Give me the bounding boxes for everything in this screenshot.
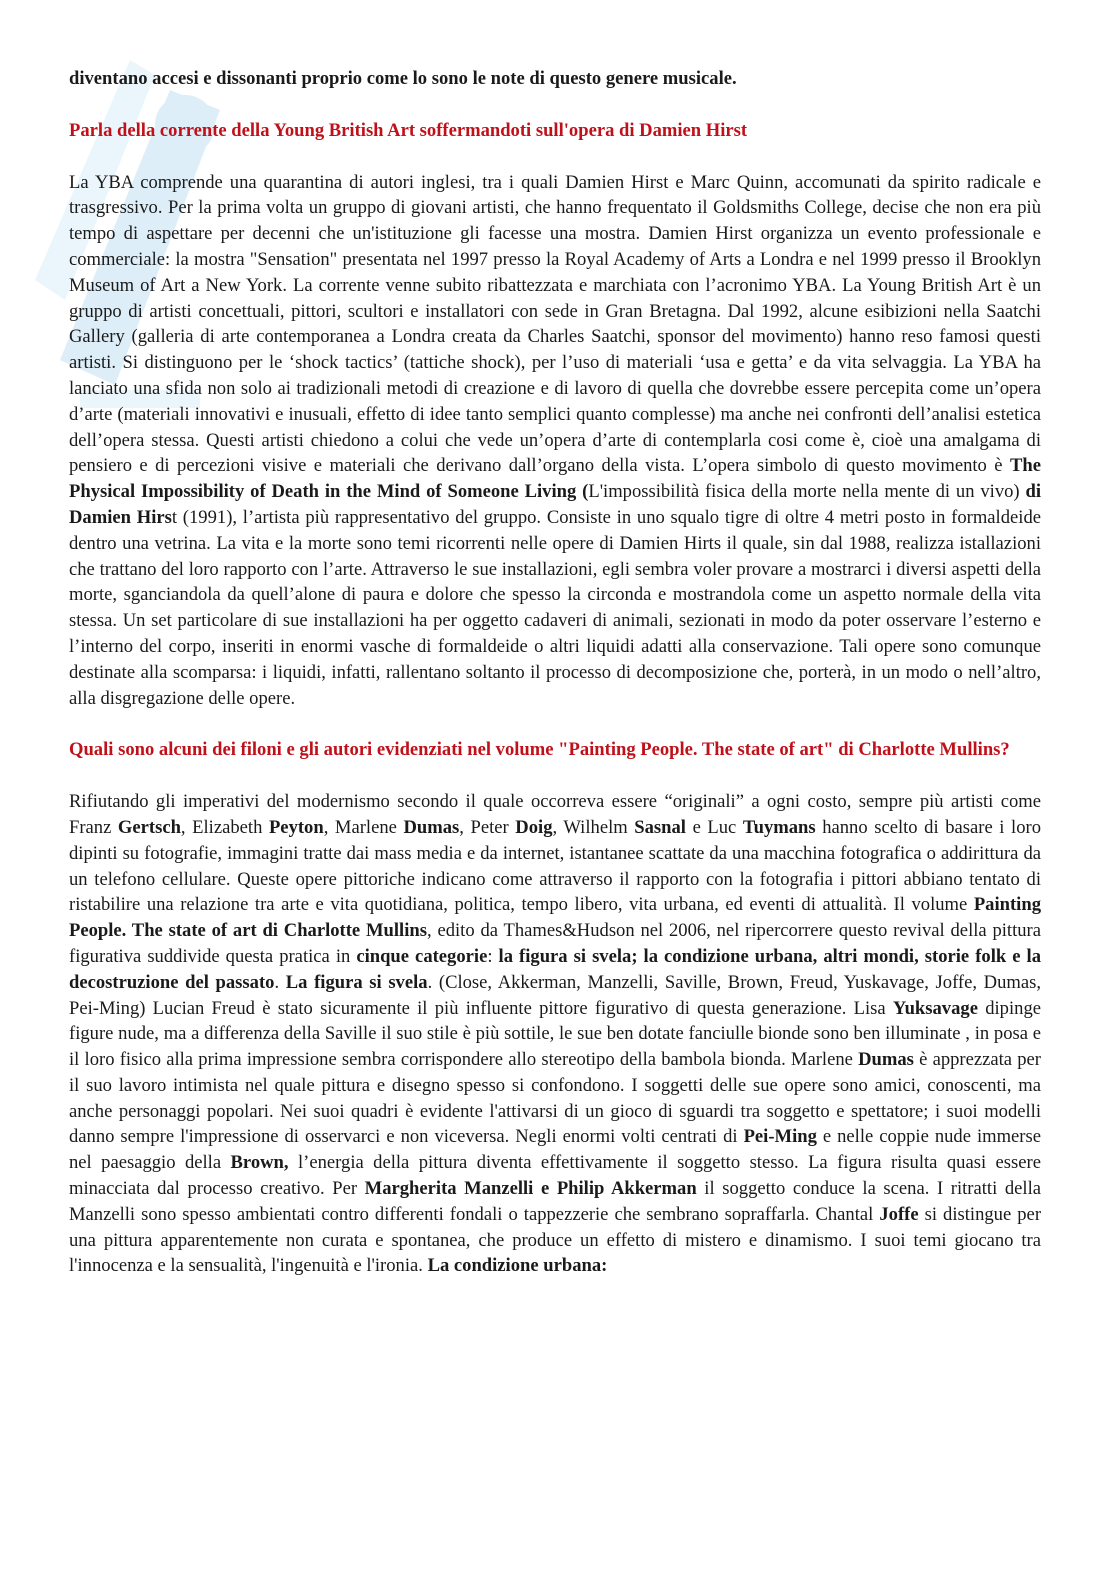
document-body <box>69 66 1041 1279</box>
bold-run: Brown, <box>230 1152 289 1174</box>
bold-run: di Damien Hirs <box>69 481 1041 528</box>
bold-run: Peyton <box>268 816 324 838</box>
text-run: La YBA comprende una quarantina di autori inglesi, tra i quali Damien Hirst e Marc Quinn, accomunati da spirito radicale e trasgressivo. Per la prima volta un gruppo di giovani artisti, che hanno frequentato il Goldsmiths College, decise che non era più tempo di aspettare per decenni che un'istituzione gli facesse una mostra. Damien Hirst organizza un evento professionale e commerciale: la mostra "Sensation" presentata nel 1997 presso la Royal Academy of Arts a Londra e nel 1999 presso il Brooklyn Museum of Art a New York. La corrente venne subito ribattezzata e marchiata con l’acronimo YBA. La Young British Art è un gruppo di artisti concettuali, pittori, scultori e installatori con sede in Gran Bretagna. Dal 1992, alcune esibizioni nella Saatchi Gallery (galleria di arte contemporanea a Londra creata da Charles Saatchi, sponsor del movimento) hanno reso famosi questi artisti. Si distinguono per le ‘shock tactics’ (tattiche shock), per l’uso di materiali ‘usa e getta’ e da vita selvaggia. La YBA ha lanciato una sfida non solo ai tradizionali metodi di creazione e di lavoro di quella che dovrebbe essere percepita come un’opera d’arte (materiali innovativi e inusuali, effetto di idee tanto semplici quanto complesse) ma anche nei confronti dell’analisi estetica dell’opera stessa. Questi artisti chiedono a colui che vede un’opera d’arte di contemplarla cosi come è, cioè una amalgama di pensiero e di percezioni visive e materiali che derivano dall’organo della vista. L’opera simbolo di questo movimento è <box>69 171 1041 477</box>
text-run: Rifiutando gli imperativi del modernismo secondo il quale occorreva essere “originali” a ogni costo, sempre più artisti come Franz <box>69 791 1041 838</box>
bold-run: Joffe <box>879 1203 919 1225</box>
text-run: L'impossibilità fisica della morte nella mente di un vivo) <box>588 481 1026 503</box>
bold-run: La condizione urbana: <box>427 1255 608 1277</box>
text-run: il soggetto conduce la scena. I ritratti della Manzelli sono spesso ambientati contro differenti fondali o tappezzerie che sembrano sopraffarla. Chantal <box>69 1178 1041 1225</box>
bold-run: Dumas <box>403 816 460 838</box>
bold-run: Yuksavage <box>892 997 978 1019</box>
text-run: t (1991), l’artista più rappresentativo del gruppo. Consiste in uno squalo tigre di oltre 4 metri posto in formaldeide dentro una vetrina. La vita e la morte sono temi ricorrenti nelle opere di Damien Hirts il quale, sin dal 1988, realizza istallazioni che trattano del loro rapporto con l’arte. Attraverso le sue installazioni, egli sembra voler provare a mostrarci i diversi aspetti della morte, sganciandola da quell’alone di paura e dolore che spesso la circonda e mostrandola come un aspetto normale della vita stessa. Un set particolare di sue installazioni ha per oggetto cadaveri di animali, sezionati in modo da poter osservare l’esterno e l’interno del corpo, inseriti in enormi vasche di formaldeide o altri liquidi adatti alla conservazione. Tali opere sono comunque destinate alla scomparsa: i liquidi, infatti, rallentano soltanto il processo di decomposizione che, porterà, in un modo o nell’altro, alla disgregazione delle opere. <box>69 506 1041 709</box>
bold-run: Doig <box>515 816 553 838</box>
bold-run: Painting People. The state of art di Charlotte Mullins <box>69 894 1041 942</box>
text-run: : <box>487 945 499 967</box>
bold-run: The Physical Impossibility of Death in the Mind of Someone Living <box>69 455 1041 503</box>
text-run: , Elizabeth <box>180 816 269 838</box>
question-heading-yba: Parla della corrente della Young British Art soffermandoti sull'opera di Damien Hirst <box>69 119 748 141</box>
text-run: , Marlene <box>323 816 404 838</box>
text-run: . <box>274 971 286 993</box>
text-run: e nelle coppie nude immerse nel paesaggio della <box>69 1126 1041 1174</box>
bold-run: Dumas <box>858 1049 914 1071</box>
text-run: , edito da Thames&Hudson nel 2006, nel ripercorrere questo revival della pittura figurativa suddivide questa pratica in <box>69 920 1042 967</box>
text-run: si distingue per una pittura apparentemente non curata e spontanea, che produce un effetto di mistero e dinamismo. I suoi temi giocano tra l'innocenza e la sensualità, l'ingenuità e l'ironia. <box>69 1203 1042 1277</box>
text-run: è apprezzata per il suo lavoro intimista nel quale pittura e disegno spesso si confondono. I soggetti delle sue opere sono amici, conoscenti, ma anche personaggi popolari. Nei suoi quadri è evidente l'attivarsi di un gioco di sguardi tra soggetto e spettatore; i suoi modelli danno sempre l'impressione di osservarci e non viceversa. Negli enormi volti centrati di <box>69 1049 1041 1148</box>
text-run: , Wilhelm <box>552 816 635 838</box>
bold-run: Pei-Ming <box>743 1126 817 1148</box>
bold-run: Gertsch <box>117 816 181 838</box>
text-run: dipinge figure nude, ma a differenza della Saville il suo stile è più sottile, le sue ben dotate fanciulle bionde sono ben illuminate , in posa e il loro fisico alla prima impressione sembra corrispondere allo stereotipo della bambola bionda. Marlene <box>69 997 1041 1071</box>
bold-run: ( <box>576 481 589 503</box>
bold-run: Tuymans <box>742 816 816 838</box>
bold-run: Sasnal <box>634 816 686 838</box>
text-run: l’energia della pittura diventa effettivamente il soggetto stesso. La figura risulta quasi essere minacciata dal processo creativo. Per <box>69 1152 1041 1200</box>
text-run: , Peter <box>459 816 516 838</box>
bold-run: La figura si svela <box>285 971 428 993</box>
text-run: e Luc <box>685 816 743 838</box>
paragraph-painting-people <box>69 789 1041 1279</box>
paragraph-yba <box>69 170 1041 712</box>
bold-run: Margherita Manzelli e Philip Akkerman <box>364 1178 697 1200</box>
bold-run: la figura si svela; la condizione urbana, altri mondi, storie folk e la decostruzione del passato <box>69 945 1041 993</box>
lead-line: diventano accesi e dissonanti proprio come lo sono le note di questo genere musicale. <box>69 68 737 89</box>
bold-run: cinque categorie <box>356 945 488 967</box>
text-run: . (Close, Akkerman, Manzelli, Saville, Brown, Freud, Yuskavage, Joffe, Dumas, Pei-Ming) Lucian Freud è stato sicuramente il più influente pittore figurativo di questa generazione. Lisa <box>69 971 1041 1019</box>
text-run: hanno scelto di basare i loro dipinti su fotografie, immagini tratte dai mass media e da internet, istantanee scattate da una macchina fotografica o addirittura da un telefono cellulare. Queste opere pittoriche indicano come attraverso il rapporto con la fotografia i pittori abbiano tentato di ristabilire una relazione tra arte e vita quotidiana, politica, tempo libero, vita urbana, ed eventi di attualità. Il volume <box>69 816 1041 916</box>
question-heading-painting-people: Quali sono alcuni dei filoni e gli autori evidenziati nel volume "Painting People. The state of art" di Charlotte Mullins? <box>69 739 1010 761</box>
